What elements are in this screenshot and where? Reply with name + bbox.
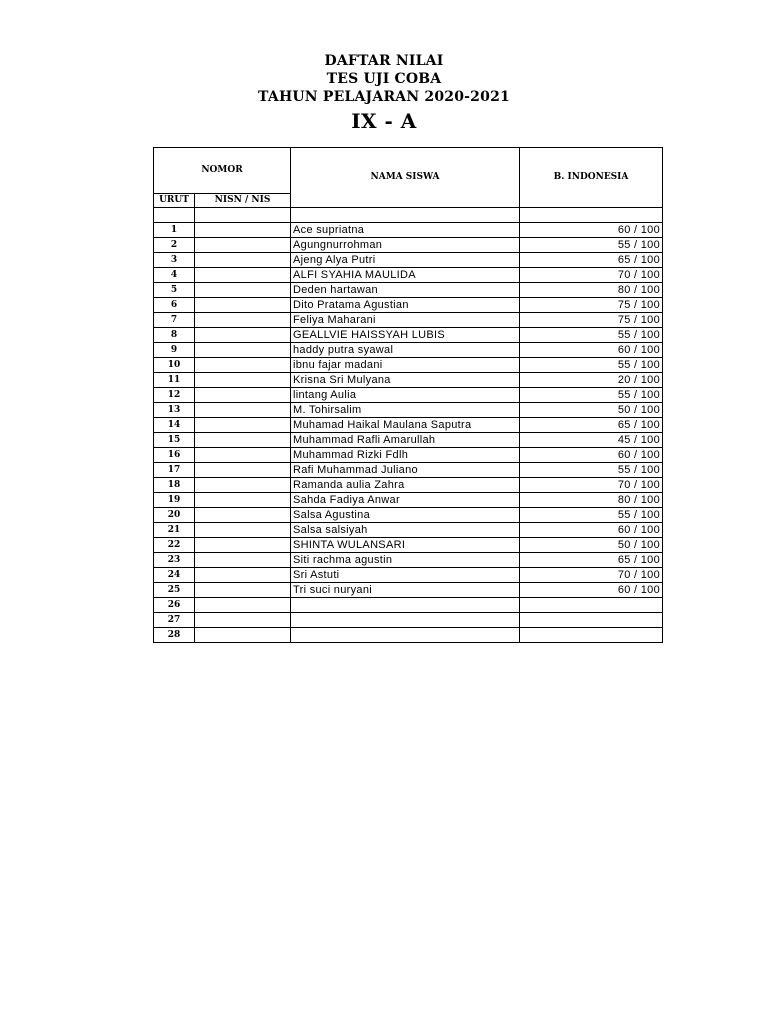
- row-student-name: Siti rachma agustin: [291, 553, 520, 568]
- row-nisn: [195, 298, 291, 313]
- row-nisn: [195, 613, 291, 628]
- row-number: 3: [154, 253, 195, 268]
- row-score: 60 / 100: [520, 583, 663, 598]
- table-row: [154, 418, 663, 433]
- table-row: [154, 628, 663, 643]
- table-row: [154, 478, 663, 493]
- row-number: 4: [154, 268, 195, 283]
- row-number: 22: [154, 538, 195, 553]
- row-score: 55 / 100: [520, 463, 663, 478]
- row-nisn: [195, 628, 291, 643]
- row-score: 55 / 100: [520, 238, 663, 253]
- table-row: [154, 403, 663, 418]
- row-score: 65 / 100: [520, 553, 663, 568]
- row-student-name: Rafi Muhammad Juliano: [291, 463, 520, 478]
- class-name: IX - A: [351, 109, 417, 133]
- row-student-name: M. Tohirsalim: [291, 403, 520, 418]
- header-nomor: NOMOR: [154, 148, 291, 194]
- table-row: [154, 523, 663, 538]
- row-student-name: Feliya Maharani: [291, 313, 520, 328]
- row-nisn: [195, 538, 291, 553]
- row-number: 8: [154, 328, 195, 343]
- row-number: 28: [154, 628, 195, 643]
- row-student-name: Ace supriatna: [291, 223, 520, 238]
- row-number: 15: [154, 433, 195, 448]
- row-student-name: [291, 598, 520, 613]
- row-student-name: Agungnurrohman: [291, 238, 520, 253]
- row-student-name: [291, 613, 520, 628]
- row-student-name: SHINTA WULANSARI: [291, 538, 520, 553]
- row-nisn: [195, 523, 291, 538]
- row-student-name: haddy putra syawal: [291, 343, 520, 358]
- row-student-name: Sri Astuti: [291, 568, 520, 583]
- table-row: [154, 598, 663, 613]
- row-score: 45 / 100: [520, 433, 663, 448]
- row-nisn: [195, 493, 291, 508]
- row-score: 75 / 100: [520, 313, 663, 328]
- row-nisn: [195, 418, 291, 433]
- row-number: 23: [154, 553, 195, 568]
- row-student-name: Tri suci nuryani: [291, 583, 520, 598]
- row-nisn: [195, 568, 291, 583]
- row-number: 26: [154, 598, 195, 613]
- table-row: [154, 433, 663, 448]
- table-row: [154, 508, 663, 523]
- header-urut: URUT: [154, 194, 195, 208]
- row-score: [520, 628, 663, 643]
- row-nisn: [195, 388, 291, 403]
- row-nisn: [195, 373, 291, 388]
- table-row: [154, 253, 663, 268]
- row-score: 55 / 100: [520, 358, 663, 373]
- table-row: [154, 328, 663, 343]
- row-number: 18: [154, 478, 195, 493]
- row-student-name: Ajeng Alya Putri: [291, 253, 520, 268]
- row-nisn: [195, 448, 291, 463]
- row-number: 6: [154, 298, 195, 313]
- row-score: 20 / 100: [520, 373, 663, 388]
- row-number: 21: [154, 523, 195, 538]
- row-nisn: [195, 343, 291, 358]
- row-student-name: Ramanda aulia Zahra: [291, 478, 520, 493]
- table-row: [154, 298, 663, 313]
- row-student-name: GEALLVIE HAISSYAH LUBIS: [291, 328, 520, 343]
- row-number: 14: [154, 418, 195, 433]
- row-score: [520, 613, 663, 628]
- row-student-name: Salsa salsiyah: [291, 523, 520, 538]
- row-number: 7: [154, 313, 195, 328]
- table-row: [154, 373, 663, 388]
- row-nisn: [195, 583, 291, 598]
- row-number: 27: [154, 613, 195, 628]
- row-score: 60 / 100: [520, 448, 663, 463]
- row-nisn: [195, 433, 291, 448]
- table-row: [154, 238, 663, 253]
- table-row: [154, 358, 663, 373]
- row-number: 20: [154, 508, 195, 523]
- row-nisn: [195, 403, 291, 418]
- title-line-3: TAHUN PELAJARAN 2020-2021: [258, 89, 510, 105]
- row-student-name: Muhammad Rafli Amarullah: [291, 433, 520, 448]
- row-number: 13: [154, 403, 195, 418]
- row-score: 60 / 100: [520, 523, 663, 538]
- row-score: 75 / 100: [520, 298, 663, 313]
- row-nisn: [195, 463, 291, 478]
- grades-table: [153, 147, 663, 643]
- table-row: [154, 613, 663, 628]
- header-subject: B. INDONESIA: [520, 148, 663, 208]
- title-line-1: DAFTAR NILAI: [324, 53, 444, 69]
- table-row: [154, 583, 663, 598]
- row-student-name: Muhammad Rizki Fdlh: [291, 448, 520, 463]
- row-score: 65 / 100: [520, 253, 663, 268]
- row-nisn: [195, 253, 291, 268]
- row-number: 2: [154, 238, 195, 253]
- row-nisn: [195, 238, 291, 253]
- row-score: 65 / 100: [520, 418, 663, 433]
- table-row: [154, 538, 663, 553]
- header-nisn: NISN / NIS: [195, 194, 291, 208]
- row-number: 25: [154, 583, 195, 598]
- row-score: 80 / 100: [520, 493, 663, 508]
- title-line-2: TES UJI COBA: [326, 71, 442, 87]
- row-student-name: Krisna Sri Mulyana: [291, 373, 520, 388]
- row-nisn: [195, 268, 291, 283]
- table-row: [154, 493, 663, 508]
- row-number: 11: [154, 373, 195, 388]
- row-number: 10: [154, 358, 195, 373]
- row-student-name: Dito Pratama Agustian: [291, 298, 520, 313]
- row-number: 17: [154, 463, 195, 478]
- row-nisn: [195, 598, 291, 613]
- row-student-name: ALFI SYAHIA MAULIDA: [291, 268, 520, 283]
- row-score: 70 / 100: [520, 478, 663, 493]
- table-row: [154, 223, 663, 238]
- row-score: 60 / 100: [520, 343, 663, 358]
- row-student-name: Sahda Fadiya Anwar: [291, 493, 520, 508]
- row-score: 50 / 100: [520, 403, 663, 418]
- row-score: 70 / 100: [520, 568, 663, 583]
- row-score: [520, 598, 663, 613]
- table-row: [154, 343, 663, 358]
- row-score: 60 / 100: [520, 223, 663, 238]
- table-row: [154, 463, 663, 478]
- row-score: 55 / 100: [520, 508, 663, 523]
- row-nisn: [195, 553, 291, 568]
- table-row: [154, 283, 663, 298]
- table-row: [154, 313, 663, 328]
- header-nama-siswa: NAMA SISWA: [291, 148, 520, 208]
- spacer-row: [154, 208, 663, 223]
- row-nisn: [195, 478, 291, 493]
- table-row: [154, 268, 663, 283]
- row-score: 50 / 100: [520, 538, 663, 553]
- table-row: [154, 568, 663, 583]
- table-row: [154, 553, 663, 568]
- row-score: 55 / 100: [520, 328, 663, 343]
- table-row: [154, 448, 663, 463]
- row-number: 16: [154, 448, 195, 463]
- row-number: 5: [154, 283, 195, 298]
- row-nisn: [195, 223, 291, 238]
- row-student-name: Salsa Agustina: [291, 508, 520, 523]
- row-nisn: [195, 508, 291, 523]
- row-number: 24: [154, 568, 195, 583]
- row-score: 80 / 100: [520, 283, 663, 298]
- row-number: 1: [154, 223, 195, 238]
- row-score: 55 / 100: [520, 388, 663, 403]
- document-header: [0, 52, 768, 134]
- table-row: [154, 388, 663, 403]
- row-number: 19: [154, 493, 195, 508]
- row-student-name: Muhamad Haikal Maulana Saputra: [291, 418, 520, 433]
- row-student-name: [291, 628, 520, 643]
- row-nisn: [195, 283, 291, 298]
- row-student-name: lintang Aulia: [291, 388, 520, 403]
- row-student-name: ibnu fajar madani: [291, 358, 520, 373]
- row-score: 70 / 100: [520, 268, 663, 283]
- row-number: 12: [154, 388, 195, 403]
- row-number: 9: [154, 343, 195, 358]
- row-student-name: Deden hartawan: [291, 283, 520, 298]
- row-nisn: [195, 328, 291, 343]
- row-nisn: [195, 313, 291, 328]
- row-nisn: [195, 358, 291, 373]
